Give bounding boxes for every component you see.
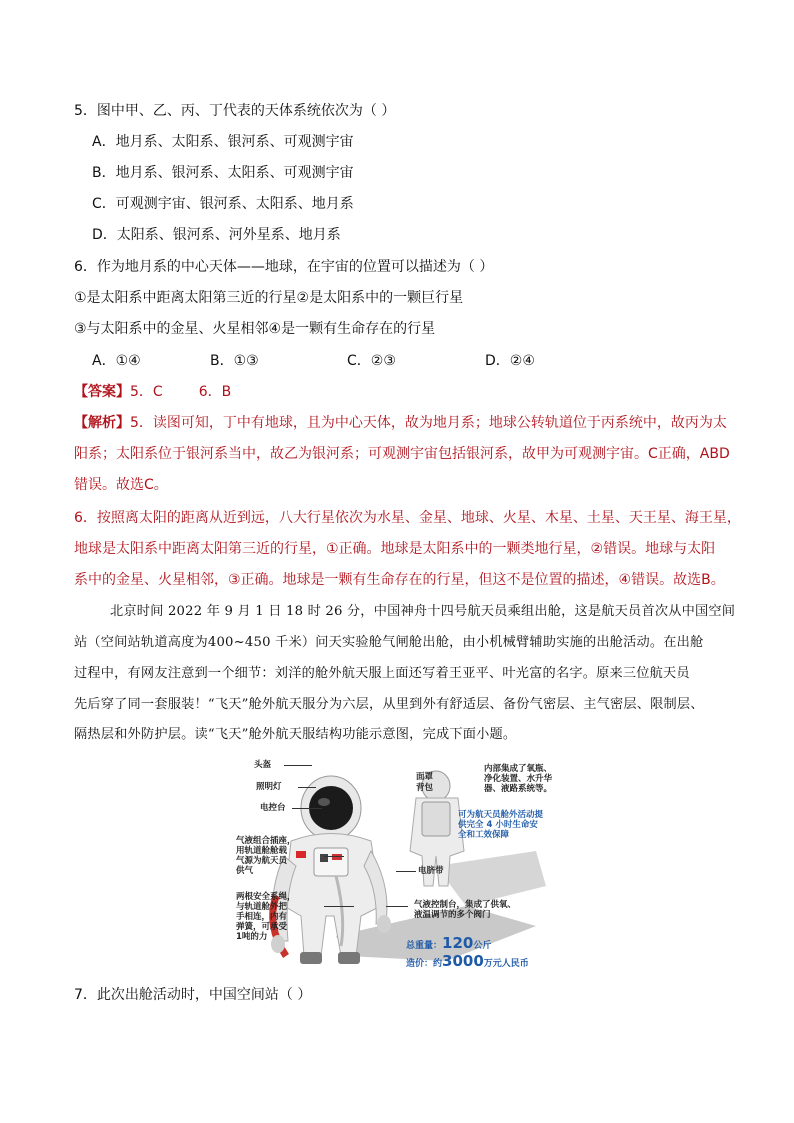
passage-line-4: 先后穿了同一套服装！“飞天”舱外航天服分为六层，从里到外有舒适层、备份气密层、主气密层、限制层、 bbox=[74, 697, 704, 712]
q5-option-d: D．太阳系、银河系、河外星系、地月系 bbox=[92, 227, 341, 243]
cost-value: 3000 bbox=[442, 952, 484, 970]
q5-option-b: B．地月系、银河系、太阳系、可观测宇宙 bbox=[92, 165, 354, 181]
analysis-line-2: 阳系；太阳系位于银河系当中，故乙为银河系；可观测宇宙包括银河系，故甲为可观测宇宙。C正确，ABD bbox=[74, 446, 730, 462]
label-weight: 总重量：120公斤 bbox=[406, 934, 492, 952]
label-backpack: 背包 bbox=[416, 783, 434, 793]
label-gas-socket: 气液组合插座， 用轨道舱舱载 气源为航天员 供气 bbox=[236, 836, 296, 876]
label-cost: 造价：约3000万元人民币 bbox=[406, 952, 529, 970]
weight-value: 120 bbox=[442, 934, 474, 952]
label-visor: 面罩 bbox=[416, 772, 434, 782]
q6-stem: 6．作为地月系的中心天体——地球，在宇宙的位置可以描述为（ ） bbox=[74, 259, 494, 275]
q6-option-c: C．②③ bbox=[347, 353, 396, 369]
answer-tag: 【答案】 bbox=[74, 384, 130, 400]
q7-stem: 7．此次出舱活动时，中国空间站（ ） bbox=[74, 987, 312, 1003]
q5-stem: 5．图中甲、乙、丙、丁代表的天体系统依次为（ ） bbox=[74, 103, 396, 119]
analysis-tag: 【解析】 bbox=[74, 415, 130, 431]
answer-q5: 5．C bbox=[130, 384, 163, 400]
analysis-line-3: 错误。故选C。 bbox=[74, 477, 168, 493]
label-safety-rope: 两根安全系绳， 与轨道舱外把 手相连，内有 弹簧，可承受 1吨的力 bbox=[236, 892, 296, 942]
label-console: 电控台 bbox=[260, 803, 286, 813]
q5-option-c: C．可观测宇宙、银河系、太阳系、地月系 bbox=[92, 196, 354, 212]
passage-line-2: 站（空间站轨道高度为400~450 千米）问天实验舱气闸舱出舱，由小机械臂辅助实施的出舱活动。在出舱 bbox=[74, 635, 704, 650]
label-backpack-desc: 内部集成了氧瓶、 净化装置、水升华 器、液路系统等。 bbox=[484, 764, 553, 794]
label-helmet: 头盔 bbox=[254, 760, 272, 770]
passage-line-5: 隔热层和外防护层。读“飞天”舱外航天服结构功能示意图，完成下面小题。 bbox=[74, 727, 517, 742]
analysis-line-5: 地球是太阳系中距离太阳第三近的行星，①正确。地球是太阳系中的一颗类地行星，②错误。地球与太阳 bbox=[74, 541, 716, 557]
passage-line-3: 过程中，有网友注意到一个细节：刘洋的舱外航天服上面还写着王亚平、叶光富的名字。原来三位航天员 bbox=[74, 666, 690, 681]
analysis-line-4: 6．按照离太阳的距离从近到远，八大行星依次为水星、金星、地球、火星、木星、土星、天王星、海王星， bbox=[74, 510, 741, 526]
q6-statement-2: ③与太阳系中的金星、火星相邻④是一颗有生命存在的行星 bbox=[74, 321, 436, 337]
q6-option-a: A．①④ bbox=[92, 353, 141, 369]
analysis-line-1: 【解析】5．读图可知，丁中有地球，且为中心天体，故为地月系；地球公转轨道位于丙系统中，故丙为太 bbox=[74, 415, 727, 431]
answer-row bbox=[74, 382, 231, 402]
label-lamp: 照明灯 bbox=[256, 782, 282, 792]
q6-option-b: B．①③ bbox=[210, 353, 259, 369]
label-umbilical: 电脐带 bbox=[418, 866, 444, 876]
spacesuit-figure bbox=[236, 756, 556, 982]
label-gas-console: 气液控制台，集成了供氧、 液温调节的多个阀门 bbox=[414, 900, 517, 920]
q5-option-a: A．地月系、太阳系、银河系、可观测宇宙 bbox=[92, 134, 354, 150]
answer-q6: 6．B bbox=[198, 384, 232, 400]
analysis-line-6: 系中的金星、火星相邻，③正确。地球是一颗有生命存在的行星，但这不是位置的描述，④错误。故选B。 bbox=[74, 572, 725, 588]
label-life-support: 可为航天员舱外活动提 供完全 4 小时生命安 全和工效保障 bbox=[458, 810, 544, 840]
passage-line-1: 北京时间 2022 年 9 月 1 日 18 时 26 分，中国神舟十四号航天员乘组出舱，这是航天员首次从中国空间 bbox=[110, 604, 736, 619]
q6-option-d: D．②④ bbox=[485, 353, 535, 369]
q6-statement-1: ①是太阳系中距离太阳第三近的行星②是太阳系中的一颗巨行星 bbox=[74, 290, 464, 306]
